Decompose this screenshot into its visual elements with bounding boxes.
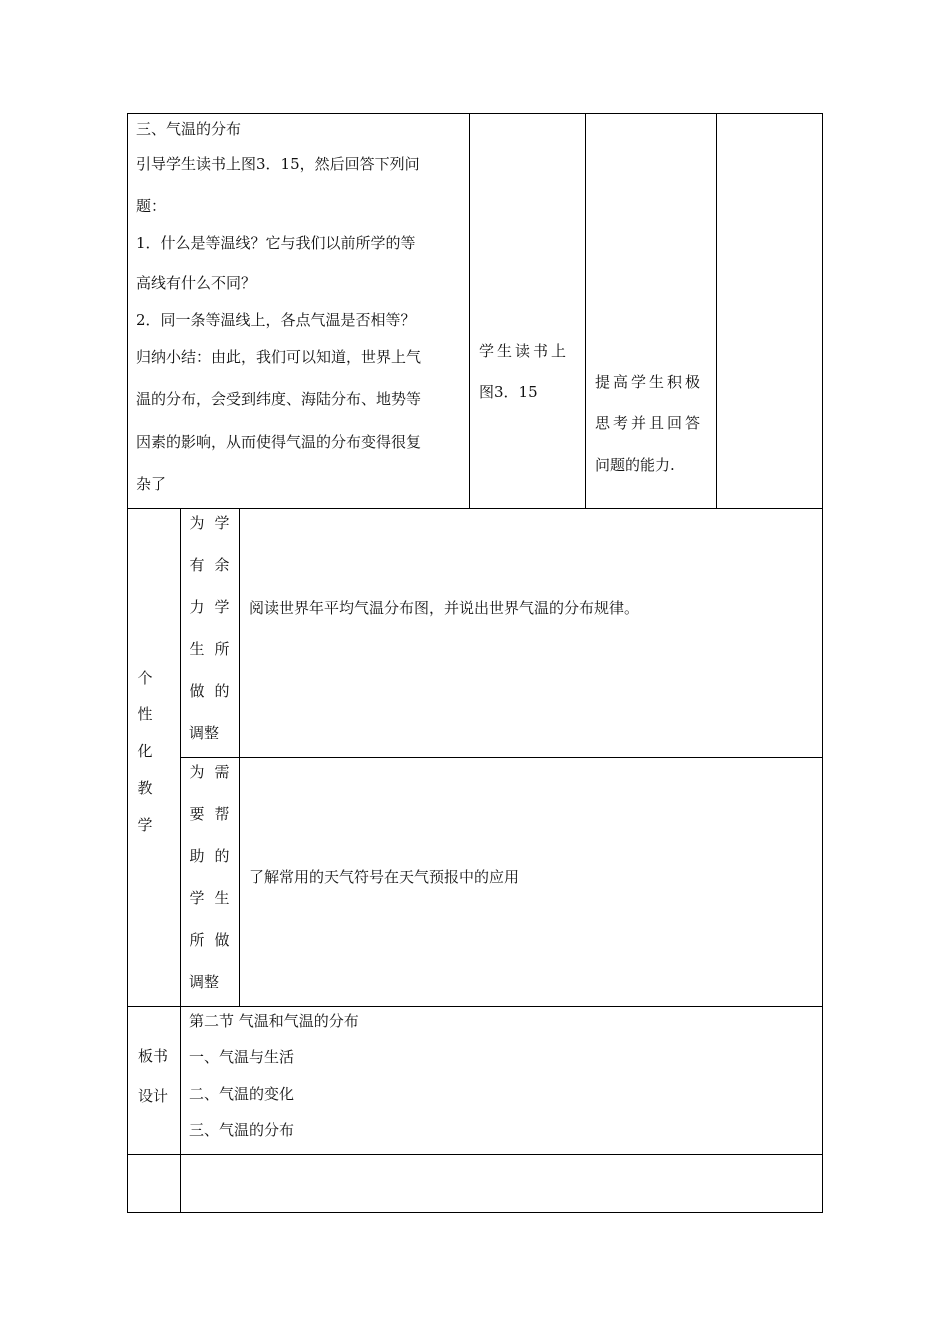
content-line: 高线有什么不同？ [136,274,257,292]
label-line: 设计 [138,1087,169,1105]
board-line: 二、气温的变化 [189,1085,295,1103]
label-char: 调整 [189,724,220,742]
label-char: 余 [214,556,230,574]
label-char: 需 [214,763,230,781]
label-char: 学 [214,514,230,532]
empty-row [128,1155,822,1212]
label-char: 要 [189,805,205,823]
design-intent-line: 思考并且回答 [595,414,704,432]
label-char: 所 [189,931,205,949]
design-intent-line: 提高学生积极 [595,373,704,391]
label-char: 生 [214,889,230,907]
content-line: 杂了 [136,475,167,493]
advanced-students-content: 阅读世界年平均气温分布图，并说出世界气温的分布规律。 [249,599,640,617]
content-line: 归纳小结：由此，我们可以知道，世界上气 [136,348,422,366]
student-activity-line: 图3．15 [479,383,538,401]
label-char: 助 [189,847,205,865]
label-char: 个 [137,669,153,687]
board-line: 第二节 气温和气温的分布 [189,1012,359,1030]
content-line: 因素的影响，从而使得气温的分布变得很复 [136,433,422,451]
label-char: 所 [214,640,230,658]
column-divider [469,113,470,509]
column-divider [716,113,717,509]
label-char: 学 [189,889,205,907]
table-border-right [822,113,823,1213]
label-char: 帮 [214,805,230,823]
content-line: 三、气温的分布 [136,120,242,138]
content-line: 温的分布，会受到纬度、海陆分布、地势等 [136,390,422,408]
label-char: 有 [189,556,205,574]
label-char: 为 [189,763,205,781]
needs-help-students-content: 了解常用的天气符号在天气预报中的应用 [249,868,520,886]
column-divider [239,508,240,1007]
label-char: 的 [214,847,230,865]
content-line: 引导学生读书上图3．15，然后回答下列问 [136,155,420,173]
row-divider [180,757,823,758]
label-char: 学 [214,598,230,616]
board-line: 一、气温与生活 [189,1048,295,1066]
board-line: 三、气温的分布 [189,1121,295,1139]
label-char: 性 [137,705,153,723]
table-border-bottom [127,1212,823,1213]
column-divider [585,113,586,509]
table-border-top [127,113,823,114]
content-line: 题： [136,197,167,215]
label-char: 教 [137,779,153,797]
column-divider [180,508,181,1213]
label-char: 化 [137,742,153,760]
content-line: 1．什么是等温线？它与我们以前所学的等 [136,234,416,252]
label-char: 力 [189,598,205,616]
label-char: 为 [189,514,205,532]
label-char: 做 [189,682,205,700]
label-char: 的 [214,682,230,700]
label-char: 调整 [189,973,220,991]
table-border-left [127,113,128,1213]
student-activity-line: 学生读书上 [479,342,570,360]
row-divider [127,508,823,509]
label-line: 板书 [138,1047,169,1065]
design-intent-line: 问题的能力. [595,456,675,474]
row-divider [127,1006,823,1007]
content-line: 2．同一条等温线上，各点气温是否相等？ [136,311,416,329]
label-char: 生 [189,640,205,658]
label-char: 学 [137,816,153,834]
label-char: 做 [214,931,230,949]
